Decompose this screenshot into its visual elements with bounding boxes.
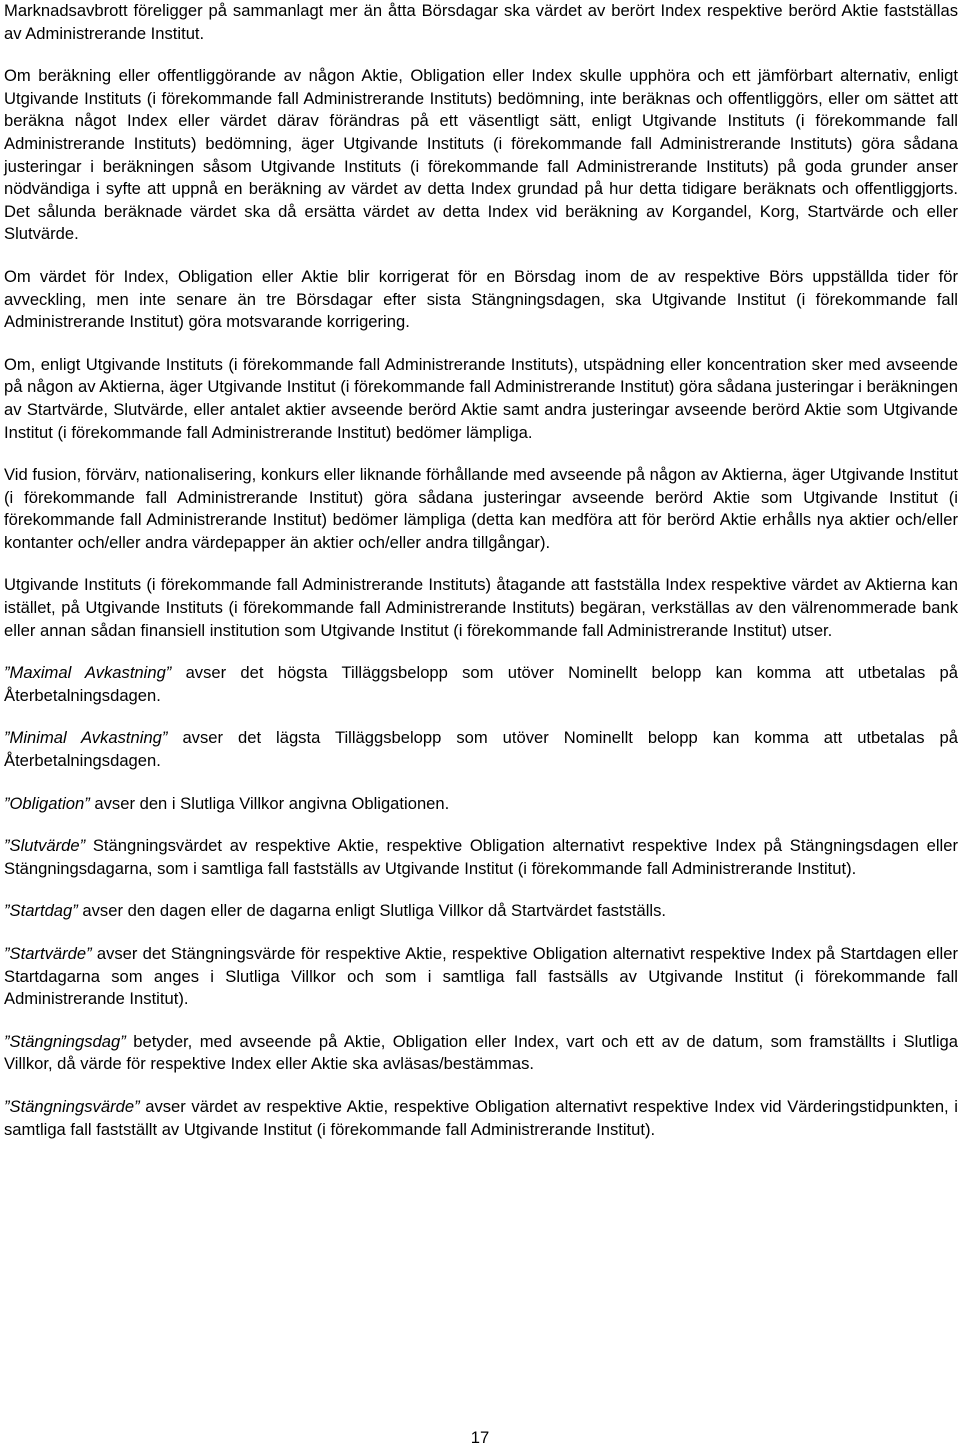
definition-text: avser den dagen eller de dagarna enligt Slutliga Villkor då Startvärdet fastställs. [82, 901, 666, 921]
definition-term: ”Stängningsdag” [4, 1031, 126, 1051]
definition-text: avser det högsta Tilläggsbelopp som utöver Nominellt belopp kan komma att utbetalas på Återbetalningsdagen. [4, 663, 958, 705]
definition-text: betyder, med avseende på Aktie, Obligation eller Index, vart och ett av de datum, som framställts i Slutliga Villkor, då värde för respektive Index eller Aktie ska avläsas/bestämmas. [4, 1031, 958, 1074]
page-number: 17 [470, 1428, 490, 1447]
definition-text: avser den i Slutliga Villkor angivna Obligationen. [94, 793, 450, 813]
document-page [4, 0, 958, 1161]
paragraph-fusion: Vid fusion, förvärv, nationalisering, konkurs eller liknande förhållande med avseende på någon av Aktierna, äger Utgivande Institut (i förekommande fall Administrerande Institut) göra sådana justeringar avseende berörd Aktie som Utgivande Institut (i förekommande fall Administrerande Institut) bedömer lämpliga (detta kan medföra att för berörd Aktie erhålls nya aktier och/eller kontanter och/eller andra värdepapper än aktier och/eller andra tillgångar). [4, 465, 958, 552]
paragraph-market-disruption: Marknadsavbrott föreligger på sammanlagt mer än åtta Börsdagar ska värdet av berört Index respektive berörd Aktie fastställas av Administrerande Institut. [4, 1, 958, 43]
definition-term: ”Stängningsvärde” [4, 1096, 140, 1116]
definition-term: ”Maximal Avkastning” [4, 663, 172, 683]
definition-text: Stängningsvärdet av respektive Aktie, respektive Obligation alternativt respektive Index på Stängningsdagen eller Stängningsdagarna, som i samtliga fall fastställs av Utgivande Institut (i förekommande fall Administrerande Institut). [4, 836, 958, 878]
definition-term: ”Startvärde” [4, 944, 92, 963]
definition-stangningsvarde [4, 1096, 958, 1141]
definition-slutvarde [4, 835, 958, 880]
definition-minimal-avkastning [4, 727, 958, 772]
definition-text: avser värdet av respektive Aktie, respektive Obligation alternativt respektive Index vid Värderingstidpunkten, i samtliga fall fastställt av Utgivande Institut (i förekommande fall Administrerande Institut). [4, 1096, 958, 1139]
paragraph-delegation: Utgivande Instituts (i förekommande fall Administrerande Instituts) åtagande att fastställa Index respektive värdet av Aktierna kan istället, på Utgivande Instituts (i förekommande fall Administrerande Instituts) begäran, verkställas av den välrenommerade bank eller annan sådan finansiell institution som Utgivande Institut (i förekommande fall Administrerande Institut) utser. [4, 575, 958, 640]
paragraph-calculation-cessation: Om beräkning eller offentliggörande av någon Aktie, Obligation eller Index skulle upphöra och ett jämförbart alternativ, enligt Utgivande Instituts (i förekommande fall Administrerande Instituts) bedömning, inte beräknas och offentliggörs, eller om sättet att beräkna något Index eller värdet därav förändras på ett väsentligt sätt, enligt Utgivande Instituts (i förekommande fall Administrerande Instituts) bedömning, äger Utgivande Instituts (i förekommande fall Administrerande Instituts) göra sådana justeringar i beräkningen såsom Utgivande Instituts (i förekommande fall Administrerande Instituts) på goda grunder anser nödvändiga i syfte att uppnå en beräkning av värdet av detta Index grundad på hur detta tidigare beräknats och offentliggjorts. Det sålunda beräknade värdet ska då ersätta värdet av detta Index vid beräkning av Korgandel, Korg, Startvärde och eller Slutvärde. [4, 66, 958, 244]
definition-obligation [4, 793, 958, 816]
paragraph-dilution: Om, enligt Utgivande Instituts (i förekommande fall Administrerande Instituts), utspädning eller koncentration sker med avseende på någon av Aktierna, äger Utgivande Institut (i förekommande fall Administrerande Institut) göra sådana justeringar i beräkningen av Startvärde, Slutvärde, eller antalet aktier avseende berörd Aktie samt andra justeringar avseende berörd Aktie som Utgivande Institut (i förekommande fall Administrerande Institut) bedömer lämpliga. [4, 354, 958, 442]
definition-startdag [4, 900, 958, 923]
definition-term: ”Startdag” [4, 901, 78, 921]
definition-startvarde [4, 943, 958, 1011]
definition-stangningsdag [4, 1031, 958, 1076]
definition-text: avser det lägsta Tilläggsbelopp som utöver Nominellt belopp kan komma att utbetalas på Återbetalningsdagen. [4, 728, 958, 771]
definition-term: ”Minimal Avkastning” [4, 728, 168, 748]
definition-text: avser det Stängningsvärde för respektive Aktie, respektive Obligation alternativt respektive Index på Startdagen eller Startdagarna som anges i Slutliga Villkor och som i samtliga fall fastsälls av Utgivande Institut (i förekommande fall Administrerande Institut). [4, 944, 958, 1009]
definition-term: ”Slutvärde” [4, 836, 86, 856]
definition-term: ”Obligation” [4, 793, 90, 813]
paragraph-value-correction: Om värdet för Index, Obligation eller Aktie blir korrigerat för en Börsdag inom de av respektive Börs uppställda tider för avveckling, men inte senare än tre Börsdagar efter sista Stängningsdagen, ska Utgivande Institut (i förekommande fall Administrerande Institut) göra motsvarande korrigering. [4, 266, 958, 332]
definition-maximal-avkastning [4, 662, 958, 707]
